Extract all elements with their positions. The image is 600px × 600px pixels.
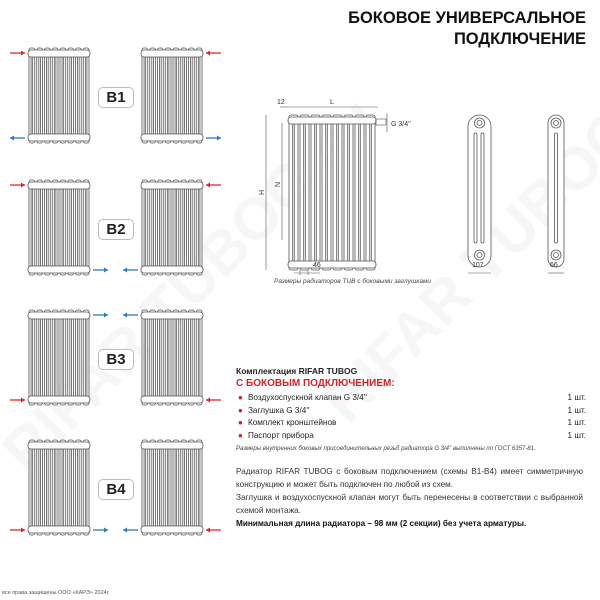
dimension-label: H [259,189,266,195]
radiator [141,180,203,275]
kit-item-qty: 1 шт. [567,430,586,440]
flow-arrow-icon [206,528,221,533]
kit-item-name: Паспорт прибора [247,430,314,440]
scheme-label: B4 [98,479,134,500]
kit-item [236,430,586,443]
scheme-label: B1 [98,87,134,108]
dimension-label: 107 [472,262,484,269]
kit-item [236,405,586,418]
kit-item-name-wrap [238,430,314,443]
radiator [28,48,90,143]
radiator [28,440,90,535]
flow-arrow-icon [10,51,25,56]
radiator [141,310,203,405]
flow-arrow-icon [206,51,221,56]
kit-note: Размеры внутренних боковых присоединительных резьб радиатора G 3/4'' выполнены по ГОСТ 6357-81. [236,446,536,452]
dimension-label: 66 [550,262,558,269]
kit-item-qty: 1 шт. [567,418,586,427]
dimension-drawing [250,95,600,280]
flow-arrow-icon [206,398,221,403]
radiator-side-view [548,115,564,267]
radiator [141,48,203,143]
copyright: все права защищены ООО «КАРЭ» 2024г. [2,590,110,596]
title-line: БОКОВОЕ УНИВЕРСАЛЬНОЕ [348,9,586,27]
description-p2: Заглушка и воздухоспускной клапан могут быть перенесены в соответствии с выбранной схемой монтажа. [236,493,583,515]
flow-arrow-icon [123,313,138,318]
dimension-label: N [275,181,282,187]
kit-item-name: Заглушка G 3/4'' [247,405,310,415]
description-p3: Минимальная длина радиатора – 98 мм (2 секции) без учета арматуры. [236,519,527,528]
flow-arrow-icon [10,398,25,403]
kit-item-name: Комплект кронштейнов [247,418,337,427]
bullet-icon: ● [238,393,243,402]
flow-arrow-icon [206,136,221,141]
kit-subheading: С БОКОВЫМ ПОДКЛЮЧЕНИЕМ: [236,378,395,389]
page-title [348,8,586,50]
kit-item-qty: 1 шт. [567,393,586,402]
kit-item-name-wrap [238,405,309,418]
flow-arrow-icon [123,268,138,273]
scheme-b4 [0,435,230,545]
flow-arrow-icon [93,268,108,273]
kit-item [236,417,586,430]
dimension-label: L [330,99,334,106]
kit-item [236,392,586,405]
kit-item-qty: 1 шт. [567,405,586,415]
dimension-label: G 3/4'' [391,121,411,128]
flow-arrow-icon [10,528,25,533]
radiator-side-view [468,115,491,267]
dimension-label: 46 [313,262,321,269]
scheme-label: B3 [98,349,134,370]
bullet-icon: ● [238,405,243,415]
title-line: ПОДКЛЮЧЕНИЕ [453,30,586,48]
kit-heading: Комплектация RIFAR TUBOG [236,366,358,376]
drawing-caption: Размеры радиаторов TUB с боковыми заглушками [274,278,432,285]
kit-section [236,366,586,452]
kit-item-name-wrap [238,417,336,430]
description-p1: Радиатор RIFAR TUBOG с боковым подключением (схемы B1-B4) имеет симметричную конструкцию и может быть подключен по любой из схем. [236,467,583,489]
dimension-label: 12 [277,99,285,106]
kit-item-name: Воздухоспускной клапан G 3/4'' [247,393,367,402]
radiator [141,440,203,535]
radiator [28,180,90,275]
kit-item-name-wrap [238,392,367,405]
description [236,465,583,530]
flow-arrow-icon [123,528,138,533]
scheme-label: B2 [98,219,134,240]
bullet-icon: ● [238,418,243,427]
radiator [28,310,90,405]
bullet-icon: ● [238,430,243,440]
flow-arrow-icon [206,183,221,188]
scheme-b2 [0,175,230,285]
scheme-b3 [0,305,230,415]
scheme-b1 [0,43,230,153]
radiator [288,115,376,270]
flow-arrow-icon [93,313,108,318]
flow-arrow-icon [10,136,25,141]
flow-arrow-icon [93,528,108,533]
flow-arrow-icon [10,183,25,188]
